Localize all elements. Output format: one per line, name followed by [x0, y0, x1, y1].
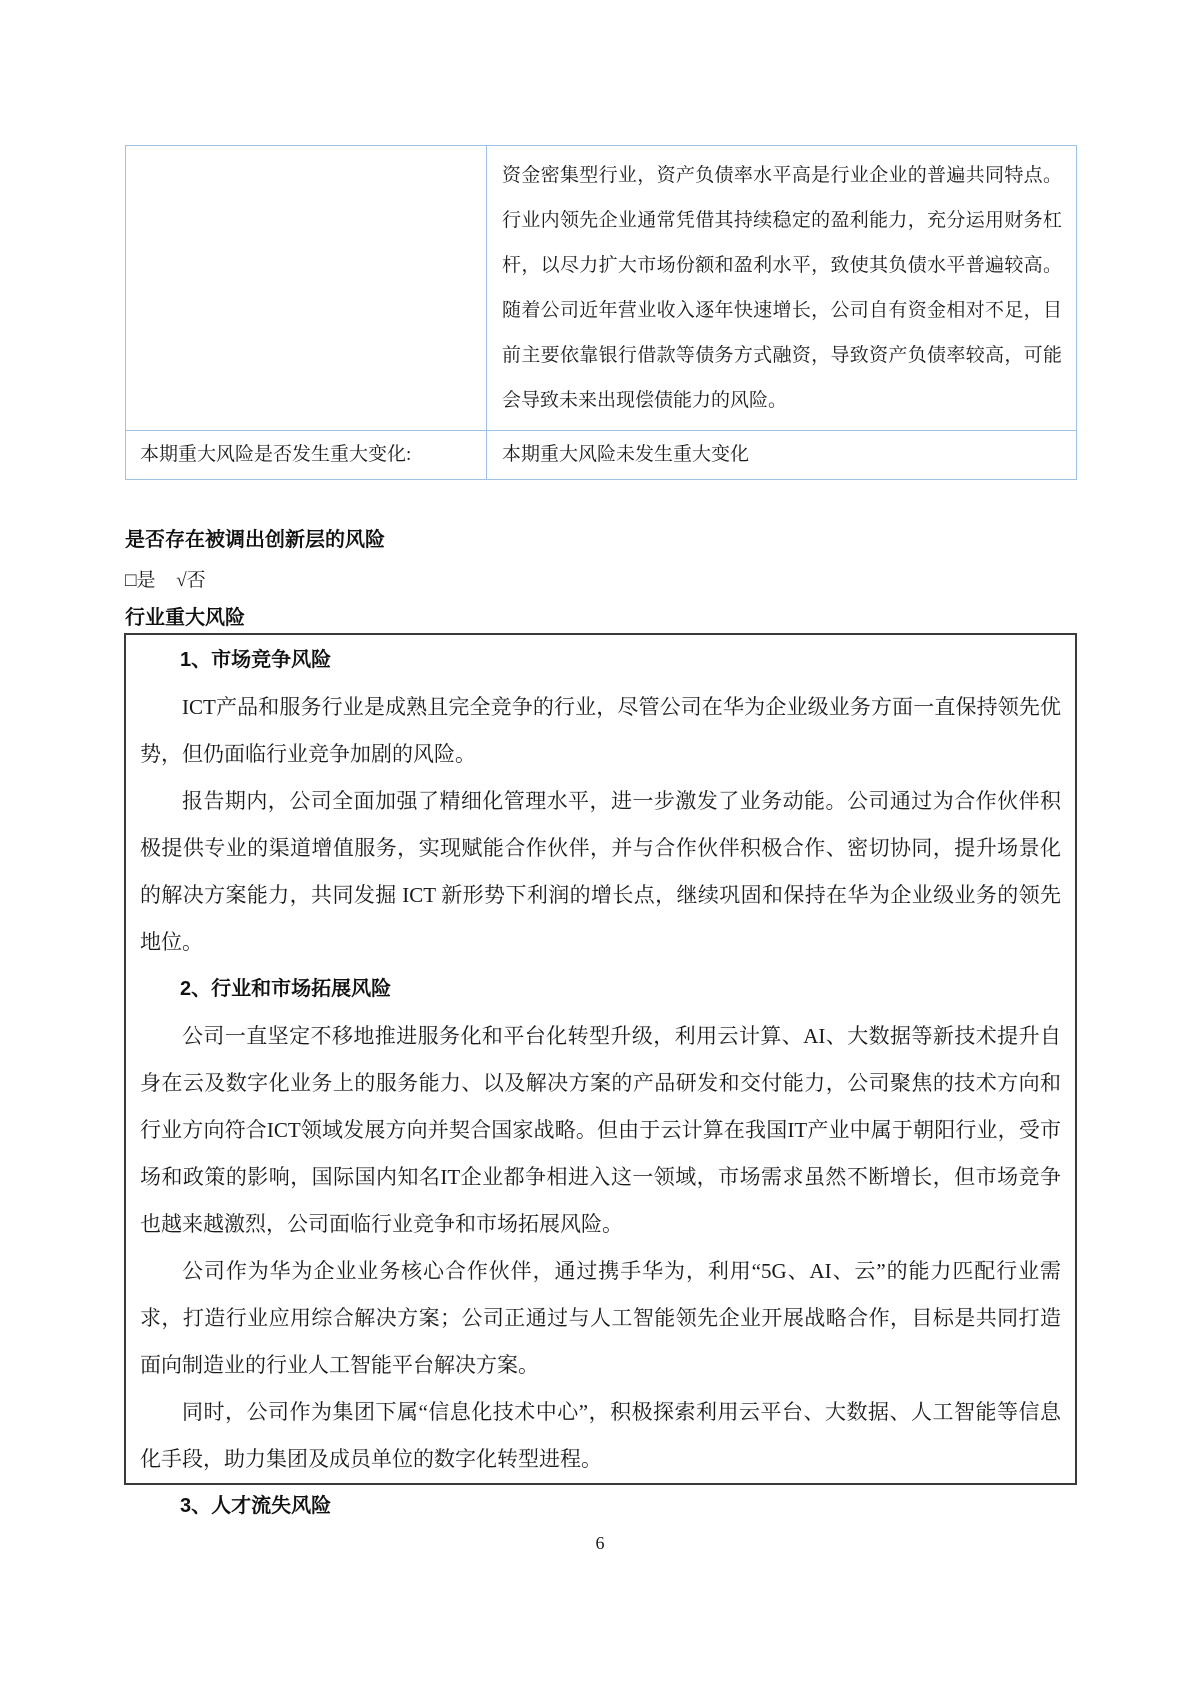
table-row-risk-description — [126, 146, 1077, 431]
table-row-risk-change — [126, 431, 1077, 480]
risk-item-1-market-competition-heading: 1、市场竞争风险 — [180, 649, 332, 671]
risk-description-value-cell: 资金密集型行业，资产负债率水平高是行业企业的普遍共同特点。行业内领先企业通常凭借其持续稳定的盈利能力，充分运用财务杠杆，以尽力扩大市场份额和盈利水平，致使其负债水平普遍较高。随着公司近年营业收入逐年快速增长，公司自有资金相对不足，目前主要依靠银行借款等债务方式融资，导致资产负债率较高，可能会导致未来出现偿债能力的风险。 — [487, 146, 1077, 431]
innovation-delisting-risk-title: 是否存在被调出创新层的风险 — [125, 529, 385, 551]
innovation-risk-options — [125, 565, 206, 592]
risk-item-1-paragraph-1: ICT产品和服务行业是成熟且完全竞争的行业，尽管公司在华为企业级业务方面一直保持领先优势，但仍面临行业竞争加剧的风险。 — [140, 695, 1061, 766]
risk-item-2-paragraph-3: 同时，公司作为集团下属“信息化技术中心”，积极探索利用云平台、大数据、人工智能等信息化手段，助力集团及成员单位的数字化转型进程。 — [140, 1400, 1061, 1471]
industry-risk-box — [124, 633, 1077, 1517]
risk-item-2-market-expansion-heading: 2、行业和市场拓展风险 — [180, 978, 392, 1000]
page-number: 6 — [595, 1533, 605, 1553]
risk-item-2-paragraph-2: 公司作为华为企业业务核心合作伙伴，通过携手华为，利用“5G、AI、云”的能力匹配行业需求，打造行业应用综合解决方案；公司正通过与人工智能领先企业开展战略合作，目标是共同打造面向制造业的行业人工智能平台解决方案。 — [140, 1259, 1061, 1377]
risk-description-label-cell — [126, 146, 487, 431]
risk-item-1-paragraph-2: 报告期内，公司全面加强了精细化管理水平，进一步激发了业务动能。公司通过为合作伙伴积极提供专业的渠道增值服务，实现赋能合作伙伴，并与合作伙伴积极合作、密切协同，提升场景化的解决方案能力，共同发掘 ICT 新形势下利润的增长点，继续巩固和保持在华为企业级业务的领先地位。 — [140, 789, 1061, 954]
risk-change-value-cell: 本期重大风险未发生重大变化 — [487, 431, 1077, 480]
major-risk-table — [125, 145, 1077, 480]
risk-change-label-cell: 本期重大风险是否发生重大变化: — [126, 431, 487, 480]
checkbox-unchecked-yes-option: □是 — [125, 570, 156, 591]
risk-item-2-paragraph-1: 公司一直坚定不移地推进服务化和平台化转型升级，利用云计算、AI、大数据等新技术提升自身在云及数字化业务上的服务能力、以及解决方案的产品研发和交付能力，公司聚焦的技术方向和行业方向符合ICT领域发展方向并契合国家战略。但由于云计算在我国IT产业中属于朝阳行业，受市场和政策的影响，国际国内知名IT企业都争相进入这一领域，市场需求虽然不断增长，但市场竞争也越来越激烈，公司面临行业竞争和市场拓展风险。 — [140, 1024, 1061, 1236]
risk-item-3-talent-loss-heading: 3、人才流失风险 — [180, 1495, 332, 1517]
checkmark-no-option: √否 — [176, 570, 206, 591]
industry-risk-title: 行业重大风险 — [125, 607, 245, 629]
